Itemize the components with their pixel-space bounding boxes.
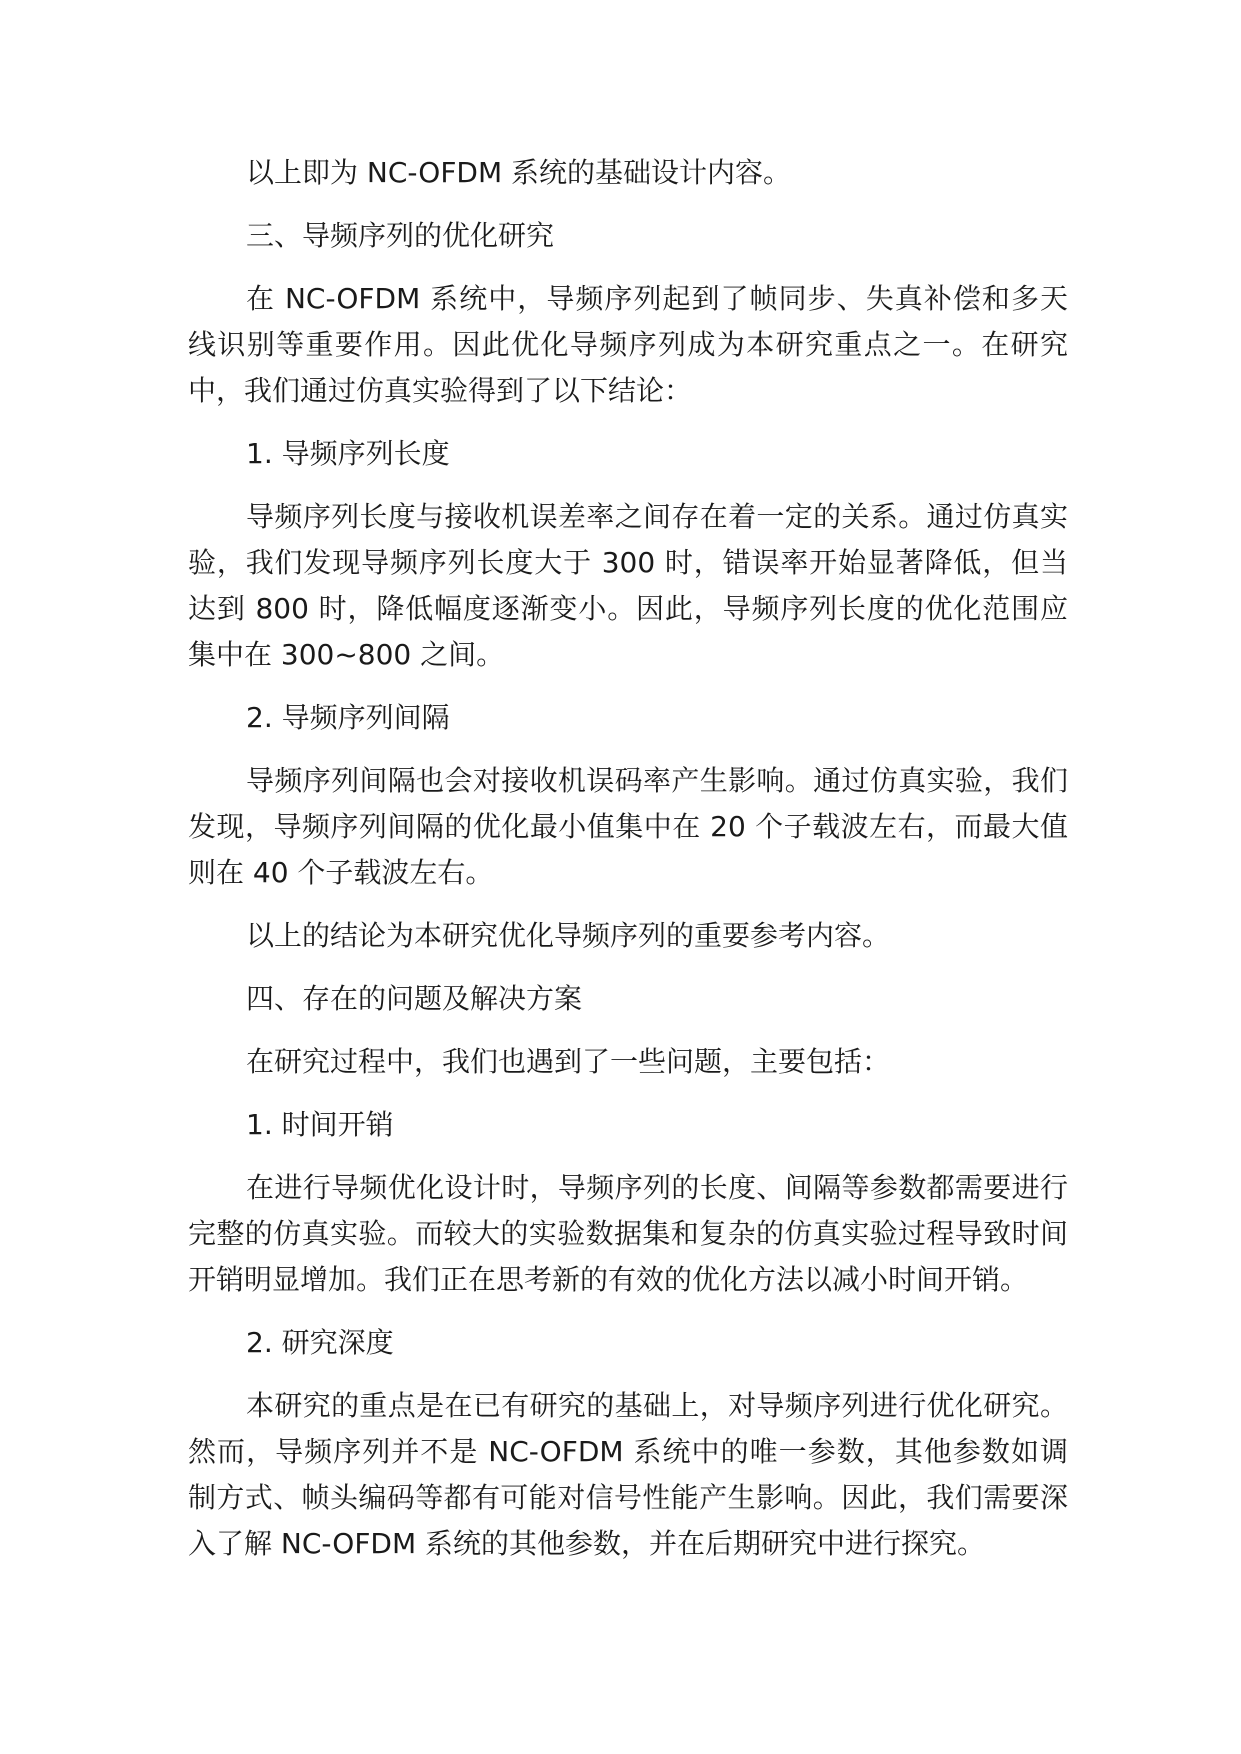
subheading-research-depth: 2. 研究深度 [246,1326,394,1359]
document-body [188,150,1068,1567]
paragraph-pilot-length: 导频序列长度与接收机误差率之间存在着一定的关系。通过仿真实验，我们发现导频序列长度大于 300 时，错误率开始显著降低，但当达到 800 时，降低幅度逐渐变小。因此，导频序列长度的优化范围应集中在 300~800 之间。 [188,500,1068,671]
paragraph-problems-intro: 在研究过程中，我们也遇到了一些问题，主要包括： [246,1045,891,1078]
paragraph-pilot-role: 在 NC-OFDM 系统中，导频序列起到了帧同步、失真补偿和多天线识别等重要作用。因此优化导频序列成为本研究重点之一。在研究中，我们通过仿真实验得到了以下结论： [188,282,1068,407]
subheading-pilot-interval: 2. 导频序列间隔 [246,701,450,734]
paragraph-research-depth: 本研究的重点是在已有研究的基础上，对导频序列进行优化研究。然而，导频序列并不是 NC-OFDM 系统中的唯一参数，其他参数如调制方式、帧头编码等都有可能对信号性能产生影响。因此，我们需要深入了解 NC-OFDM 系统的其他参数，并在后期研究中进行探究。 [188,1389,1068,1560]
paragraph-pilot-interval: 导频序列间隔也会对接收机误码率产生影响。通过仿真实验，我们发现，导频序列间隔的优化最小值集中在 20 个子载波左右，而最大值则在 40 个子载波左右。 [188,764,1068,889]
paragraph-time-cost: 在进行导频优化设计时，导频序列的长度、间隔等参数都需要进行完整的仿真实验。而较大的实验数据集和复杂的仿真实验过程导致时间开销明显增加。我们正在思考新的有效的优化方法以减小时间开销。 [188,1171,1068,1296]
paragraph-summary-intro: 以上即为 NC-OFDM 系统的基础设计内容。 [246,156,792,189]
section-heading-4: 四、存在的问题及解决方案 [246,982,583,1015]
paragraph-conclusion: 以上的结论为本研究优化导频序列的重要参考内容。 [246,919,891,952]
section-heading-3: 三、导频序列的优化研究 [246,219,555,252]
subheading-pilot-length: 1. 导频序列长度 [246,437,450,470]
subheading-time-cost: 1. 时间开销 [246,1108,394,1141]
